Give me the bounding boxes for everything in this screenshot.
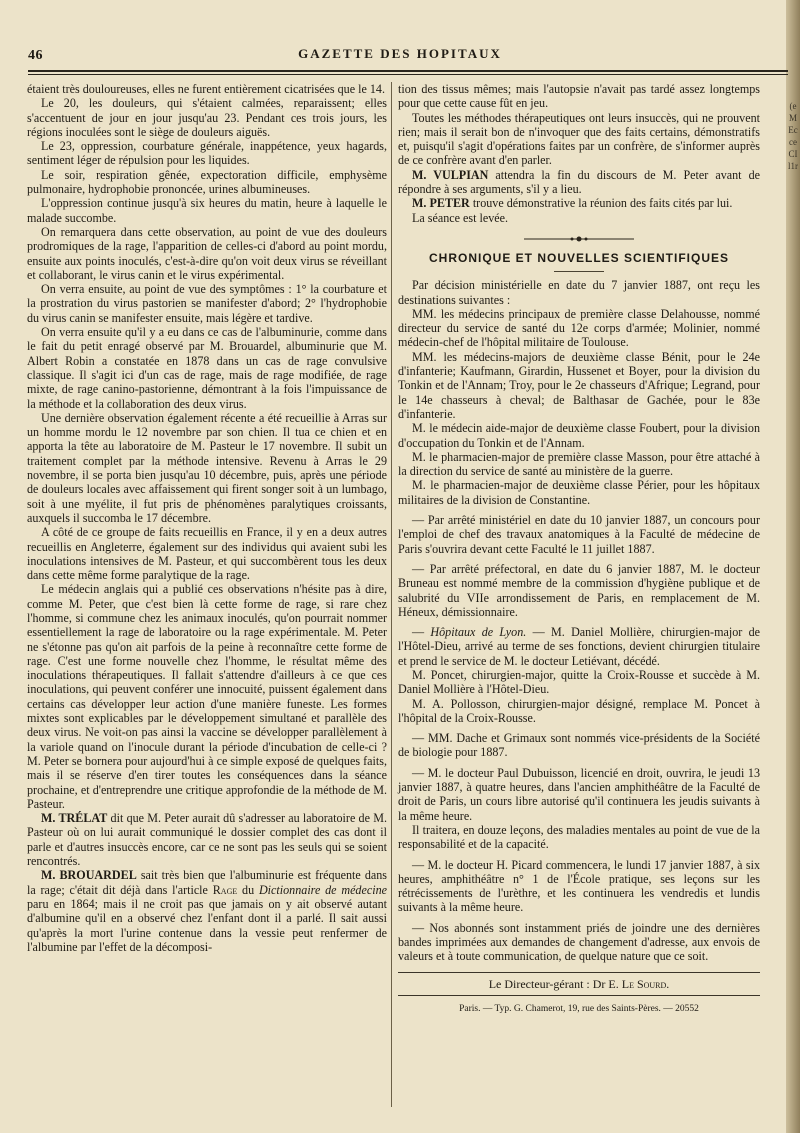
ornament-divider — [398, 235, 760, 243]
paragraph-text: dit que M. Peter aurait dû s'adresser au laboratoire de M. Pasteur où on lui aurait communiqué le dossier complet des cas dont il parle et d'autres insuccès encore, car ce ne sont pas les seuls qui se soient rencontrés. — [27, 811, 387, 869]
paragraph: M. le pharmacien-major de deuxième classe Périer, pour les hôpitaux militaires de la division de Constantine. — [398, 478, 760, 507]
adjacent-page-margin-text: (eMEcceCIl1r — [788, 101, 798, 171]
paragraph-trelat — [27, 811, 387, 868]
paragraph-lyon — [398, 625, 760, 668]
paragraph-vulpian — [398, 168, 760, 197]
header-rule — [28, 70, 788, 72]
page-edge-shadow — [786, 0, 800, 1133]
speaker-name: M. TRÉLAT — [41, 811, 108, 826]
paragraph: Une dernière observation également récente a été recueillie à Arras sur un homme mordu le 12 novembre par son chien. Il tua ce chien et en apporta la tête au laboratoire de M. Pasteur le 17 novembre. Il subit un traitement complet par la méthode intensive. Revenu à Arras le 29 novembre, il se porta bien jusqu'au 10 décembre, puis, après une période de douleurs locales avec affaissement qui firent songer soit à un lumbago, soit à une myélite, il fut pris de phénomènes paralytiques croissants, auxquels il succomba le 17 décembre. — [27, 410, 387, 525]
paragraph: Toutes les méthodes thérapeutiques ont leurs insuccès, qui ne prouvent rien; mais il serait bon de n'invoquer que des faits certains, démonstratifs et, puisqu'il s'agit d'opérations faites par un confrère, de s'informer auprès de ce confrère avant d'en parler. — [398, 110, 760, 168]
paragraph: M. le pharmacien-major de première classe Masson, pour être attaché à la direction du service de santé au ministère de la guerre. — [398, 449, 760, 479]
paragraph: On verra ensuite, au point de vue des symptômes : 1° la courbature et la prostration du virus pastorien se manifester d'abord; 2° l'hydrophobie du virus canin se manifester ensuite, mais légère et tardive. — [27, 282, 387, 325]
paragraph: On verra ensuite qu'il y a eu dans ce cas de l'albuminurie, comme dans le fait du petit enragé observé par M. Brouardel, albuminurie que M. Albert Robin a constatée en 1878 dans un cas de rage convulsive classique. Il s'agit ici d'un cas de rage, mais de rage modifiée, de rage mixte, de rage canino-pastorienne, démontrant à la fois l'impuissance de la méthode et la collaboration des deux virus. — [27, 325, 387, 411]
paragraph: Le 20, les douleurs, qui s'étaient calmées, reparaissent; elles s'accentuent de jour en jour jusqu'au 23. Pendant ces trois jours, les régions inoculées sont le siège de douleurs aiguës. — [27, 96, 387, 139]
paragraph: Le 23, oppression, courbature générale, inappétence, yeux hagards, sentiment léger de répulsion pour les liquides. — [27, 139, 387, 168]
signature-rule — [398, 972, 760, 973]
paragraph: Le soir, respiration gênée, expectoration difficile, emphysème pulmonaire, hydrophobie prononcée, urines albumineuses. — [27, 167, 387, 197]
paragraph-text: — M. Daniel Mollière, chirurgien-major de l'Hôtel-Dieu, arrivé au terme de ses fonctions, devient chirurgien titulaire et prend le service de M. le docteur Letiévant, décédé. — [398, 625, 761, 668]
section-rule — [554, 271, 604, 272]
paragraph-text: attendra la fin du discours de M. Peter avant de répondre à ses arguments, s'il y a lieu. — [398, 167, 761, 197]
paragraph-brouardel — [27, 868, 387, 954]
article-title: Rage — [212, 882, 238, 897]
paragraph: M. A. Pollosson, chirurgien-major désigné, remplace M. Poncet à l'hôpital de la Croix-Rousse. — [398, 696, 760, 725]
paragraph: — M. le docteur Paul Dubuisson, licencié en droit, ouvrira, le jeudi 13 janvier 1887, à quatre heures, dans l'ancien amphithéâtre de la Faculté de droit de Paris, un cours libre autorisé qu'il continuera les jeudis suivants à la même heure. — [398, 765, 760, 823]
paragraph-text: trouve démonstrative la réunion des faits cités par lui. — [469, 196, 733, 211]
paragraph: — Par arrêté préfectoral, en date du 6 janvier 1887, M. le docteur Bruneau est nommé membre de la commission d'hygiène publique et de salubrité du VIIe arrondissement de Paris, en remplacement de M. Héneux, démissionnaire. — [398, 561, 760, 619]
paragraph: tion des tissus mêmes; mais l'autopsie n'avait pas tardé assez longtemps pour que cette cause fût en jeu. — [398, 82, 760, 111]
paragraph-text: du — [237, 882, 259, 897]
paragraph: étaient très douloureuses, elles ne furent entièrement cicatrisées que le 14. — [27, 82, 385, 96]
subheading: Hôpitaux de Lyon. — [430, 625, 527, 640]
paragraph: A côté de ce groupe de faits recueillis en France, il y en a deux autres recueillis en Angleterre, également sur des individus qui avaient subi les inoculations intensives de M. Pasteur, et qui succombèrent tous les deux dans cette même forme paralytique de la rage. — [27, 525, 387, 583]
director-label: Le Directeur-gérant : Dr E. — [488, 976, 622, 991]
paragraph-text: sait très bien que l'albuminurie est fréquente dans la rage; c'était dit déjà dans l'article — [27, 868, 387, 897]
paragraph: La séance est levée. — [412, 210, 509, 225]
paragraph: M. le médecin aide-major de deuxième classe Foubert, pour la division d'occupation du Tonkin et de l'Annam. — [398, 421, 760, 450]
paragraph: — MM. Dache et Grimaux sont nommés vice-présidents de la Société de biologie pour 1887. — [398, 731, 760, 760]
paragraph: Le médecin anglais qui a publié ces observations n'hésite pas à dire, comme M. Peter, que c'est bien là cette forme de rage, si rare chez l'homme, si commune chez les animaux inoculés, qu'on pourrait nommer essentiellement la rage de laboratoire ou la rage expérimentale. M. Peter ne s'étonne pas qu'on ait parfois de la peine à reconnaître cette forme de rage. C'est une forme nouvelle chez l'homme, le résultat même des inoculations thérapeutiques. Il fallait s'attendre d'ailleurs à ce que ces inoculations, qui peuvent conférer une innocuité, puissent également dans certains cas développer leur action d'une manière funeste. Les formes mixtes sont explicables par le développement simultané et parallèle des deux virus. Ne voit-on pas ainsi la vaccine se développer parallèlement à la variole quand on l'inocule durant la période d'incubation de celle-ci ? M. Peter se bornera pour aujourd'hui à ce simple exposé de quelques faits, mais il se réserve d'en tirer toutes les conséquences dans la séance prochaine, et d'entreprendre une critique approfondie de la méthode de M. Pasteur. — [27, 582, 387, 811]
paragraph-peter — [398, 196, 760, 210]
section-title: CHRONIQUE ET NOUVELLES SCIENTIFIQUES — [428, 250, 730, 265]
speaker-name: M. PETER — [412, 196, 470, 211]
page-number: 46 — [28, 48, 43, 63]
paragraph: L'oppression continue jusqu'à six heures du matin, heure à laquelle le malade succombe. — [27, 196, 387, 225]
paragraph: MM. les médecins principaux de première classe Delahousse, nommé directeur du service de santé du 12e corps d'armée; Molinier, nommé médecin-chef de l'hôpital militaire de Toulouse. — [398, 306, 760, 350]
director-name: Le Sourd. — [621, 976, 670, 991]
director-signature — [398, 977, 760, 991]
signature-rule-bottom — [398, 995, 760, 996]
speaker-name: M. VULPIAN — [412, 167, 489, 182]
speaker-name: M. BROUARDEL — [41, 868, 137, 883]
header-rule-thin — [28, 74, 788, 75]
running-head: GAZETTE DES HOPITAUX — [298, 46, 502, 61]
paragraph: MM. les médecins-majors de deuxième classe Bénit, pour le 24e d'infanterie; Kaufmann, Girardin, Hussenet et Boyer, pour la division du Tonkin et de l'Annam; Troy, pour le 2e chasseurs d'Afrique; Legrand, pour le 14e chasseurs à cheval; de Balthasar de Gachée, pour le 83e d'infanterie. — [398, 349, 760, 421]
right-column — [398, 82, 760, 1016]
paragraph-text: paru en 1864; mais il ne croit pas que jamais on y ait observé autant d'albumine qu'il en a observé chez l'enfant dont il a parlé. Il sait aussi qu'après la mort l'urine contenue dans la vessie peut renfermer de l'albumine par l'effet de la décomposi- — [27, 896, 387, 954]
paragraph: Par décision ministérielle en date du 7 janvier 1887, ont reçu les destinations suivantes : — [398, 278, 760, 307]
paragraph: Il traitera, en douze leçons, des maladies mentales au point de vue de la responsabilité et de la capacité. — [398, 822, 760, 852]
column-divider — [391, 82, 392, 1107]
printer-imprint: Paris. — Typ. G. Chamerot, 19, rue des Saints-Pères. — 20552 — [459, 1003, 699, 1014]
dash: — — [412, 625, 431, 640]
book-title: Dictionnaire de médecine — [258, 882, 387, 897]
paragraph: M. Poncet, chirurgien-major, quitte la Croix-Rousse et succède à M. Daniel Mollière à l'Hôtel-Dieu. — [398, 667, 760, 697]
left-column — [27, 82, 387, 954]
paragraph: On remarquera dans cette observation, au point de vue des douleurs prodromiques de la rage, l'apparition de celles-ci d'abord au point mordu, ensuite aux points inoculés, c'est-à-dire qu'on voit deux virus se réveillant et collaborant, le virus canin et le virus expérimental. — [27, 224, 387, 282]
paragraph: — Nos abonnés sont instamment priés de joindre une des dernières bandes imprimées aux demandes de changement d'adresse, aux envois de valeurs et à toute communication, de quelque nature que ce soit. — [398, 920, 760, 964]
paragraph: — Par arrêté ministériel en date du 10 janvier 1887, un concours pour l'emploi de chef des travaux anatomiques à la Faculté de médecine de Paris s'ouvrira devant cette Faculté le 11 juillet 1887. — [398, 513, 760, 556]
paragraph: — M. le docteur H. Picard commencera, le lundi 17 janvier 1887, à six heures, amphithéâtre n° 1 de l'École pratique, ses leçons sur les rétrécissements de l'urèthre, et les continuera les vendredis et lundis suivants à la même heure. — [398, 857, 760, 915]
